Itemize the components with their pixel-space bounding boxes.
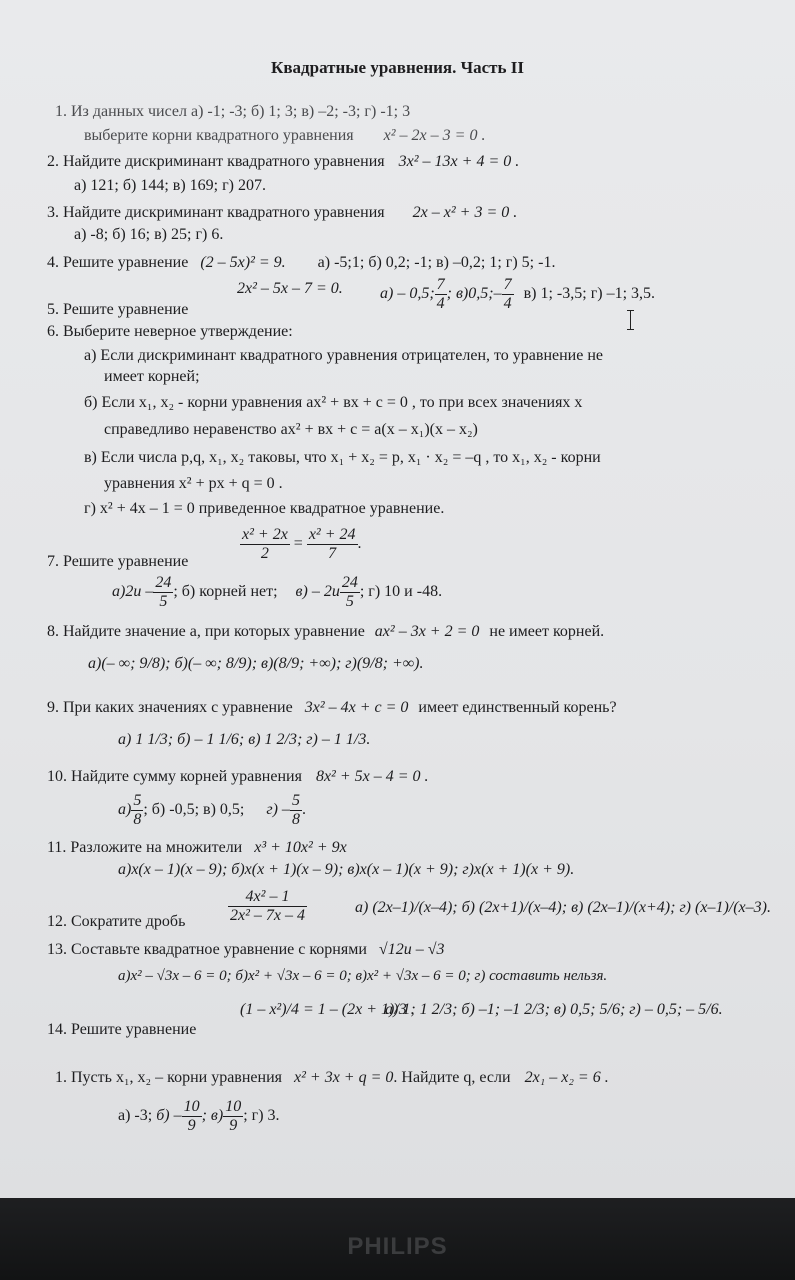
- question-6-option-c-line2: уравнения x² + px + q = 0 .: [104, 475, 283, 492]
- question-4-equation: (2 – 5x)² = 9.: [200, 254, 286, 271]
- question-4-text: 4. Решите уравнение: [47, 254, 189, 271]
- question-7-equation: $\frac{\text{x² + 2x}}{2}$ = $\frac{\text{x² + 24}}{7}$ .: [242, 526, 362, 562]
- page-title: Квадратные уравнения. Часть II: [271, 58, 524, 77]
- question-8-answers: а)(– ∞; 9/8); б)(– ∞; 8/9); в)(8/9; +∞); г)(9/8; +∞).: [88, 655, 424, 672]
- part2-question-1-option-c: ; в): [201, 1107, 224, 1125]
- question-9-line: [47, 698, 617, 718]
- question-11-expression: x³ + 10x² + 9x: [254, 839, 347, 856]
- question-11-text: 11. Разложите на множители: [47, 839, 243, 856]
- question-6-text: 6. Выберите неверное утверждение:: [47, 323, 293, 340]
- question-8-equation: ax² – 3x + 2 = 0: [374, 623, 480, 640]
- question-3-answers: а) -8; б) 16; в) 25; г) 6.: [74, 226, 224, 243]
- question-6-option-a-line2: имеет корней;: [104, 368, 200, 385]
- question-4-answers: а) -5;1; б) 0,2; -1; в) –0,2; 1; г) 5; -1.: [317, 254, 556, 271]
- question-13-text: 13. Составьте квадратное уравнение с корнями: [47, 941, 367, 958]
- question-14-equation: (1 – x²)/4 = 1 – (2x + 1)/3 .: [240, 1001, 415, 1018]
- question-11-line: [47, 838, 347, 858]
- question-8-tail: не имеет корней.: [489, 623, 605, 640]
- question-10-equation: 8x² + 5x – 4 = 0 .: [315, 768, 429, 785]
- question-2-line1: [47, 152, 519, 172]
- text-cursor-icon: [627, 310, 635, 330]
- question-10-option-d: г) –: [266, 801, 290, 819]
- question-7-text: 7. Решите уравнение: [47, 553, 189, 570]
- question-2-equation: 3x² – 13x + 4 = 0 .: [398, 153, 520, 170]
- question-10-text: 10. Найдите сумму корней уравнения: [47, 768, 302, 785]
- question-6-option-b-line2: справедливо неравенство ax² + вx + c = a(x – x₁)(x – x₂): [104, 421, 478, 438]
- question-10-answers: а) $\frac{5}{8}$ ; б) -0,5; в) 0,5; г) – $\frac{5}{8}$ .: [118, 792, 306, 828]
- question-13-line: [47, 940, 444, 960]
- question-12-answers: а) (2x–1)/(x–4); б) (2x+1)/(x–4); в) (2x–1)/(x+4); г) (x–1)/(x–3).: [355, 899, 771, 916]
- question-7-option-d: г) 10 и -48.: [368, 583, 443, 601]
- question-3-line1: [47, 203, 517, 223]
- question-5-fraction-1: $\frac{7}{4}$: [436, 276, 445, 312]
- question-6-option-d: г) x² + 4x – 1 = 0 приведенное квадратное уравнение.: [84, 500, 445, 517]
- question-1-line2: [84, 126, 485, 146]
- part2-question-1-answers: [118, 1098, 280, 1135]
- question-5-fraction-2: $\frac{7}{4}$: [503, 276, 512, 312]
- question-13-answers: а)x² – √3x – 6 = 0; б)x² + √3x – 6 = 0; в)x² + √3x – 6 = 0; г) составить нельзя.: [118, 968, 608, 984]
- question-1-line1: 1. Из данных чисел а) -1; -3; б) 1; 3; в) –2; -3; г) -1; 3: [55, 103, 411, 120]
- question-5-equation: 2x² – 5x – 7 = 0.: [237, 280, 343, 297]
- question-10-option-a: а): [118, 801, 132, 819]
- question-12-fraction: $\frac{\text{4x² – 1}}{\text{2x² – 7x – 4}}$: [230, 888, 305, 924]
- question-7-equals: =: [293, 535, 303, 553]
- question-7-answers: а)2и – $\frac{24}{5}$ ; б) корней нет; в) – 2и $\frac{24}{5}$ ; г) 10 и -48.: [112, 574, 443, 610]
- question-14-answers: а) 1; 1 2/3; б) –1; –1 2/3; в) 0,5; 5/6; г) – 0,5; – 5/6.: [385, 1001, 723, 1018]
- question-2-answers: а) 121; б) 144; в) 169; г) 207.: [74, 177, 267, 194]
- monitor-brand-logo: PHILIPS: [347, 1233, 448, 1260]
- question-10-options-bc: б) -0,5; в) 0,5;: [151, 801, 245, 819]
- part2-question-1-fraction-b: $\frac{10}{9}$: [183, 1098, 200, 1134]
- question-10-line: [47, 767, 429, 787]
- question-5-option-a: а) – 0,5;: [380, 285, 435, 303]
- part2-question-1-text: 1. Пусть x₁, x₂ – корни уравнения: [55, 1069, 282, 1086]
- question-5-option-b: ; в)0,5;–: [446, 285, 502, 303]
- question-3-text: 3. Найдите дискриминант квадратного уравнения: [47, 204, 385, 221]
- question-11-answers: а)x(x – 1)(x – 9); б)x(x + 1)(x – 9); в)x(x – 1)(x + 9); г)x(x + 1)(x + 9).: [118, 861, 575, 878]
- part2-question-1-option-d: ; г) 3.: [243, 1107, 280, 1125]
- question-7-fraction-c: $\frac{24}{5}$: [341, 574, 358, 610]
- question-8-line: [47, 622, 604, 642]
- question-9-text: 9. При каких значениях с уравнение: [47, 699, 293, 716]
- question-7-option-b: б) корней нет;: [181, 583, 278, 601]
- question-9-answers: а) 1 1/3; б) – 1 1/6; в) 1 2/3; г) – 1 1/3.: [118, 731, 371, 748]
- question-6-option-a-line1: а) Если дискриминант квадратного уравнения отрицателен, то уравнение не: [84, 347, 603, 364]
- part2-question-1-fraction-c: $\frac{10}{9}$: [225, 1098, 242, 1134]
- question-14-text: 14. Решите уравнение: [47, 1021, 197, 1038]
- question-5-options-rest: в) 1; -3,5; г) –1; 3,5.: [523, 285, 656, 303]
- question-7-option-c: в) – 2и: [295, 583, 340, 601]
- question-1-equation: x² – 2x – 3 = 0 .: [383, 127, 486, 144]
- question-7-fraction-left: $\frac{\text{x² + 2x}}{2}$: [242, 526, 288, 562]
- question-7-option-a: а)2и –: [112, 583, 154, 601]
- part2-question-1-condition: 2x₁ – x₂ = 6 .: [524, 1069, 609, 1086]
- question-10-fraction-a: $\frac{5}{8}$: [133, 792, 142, 828]
- question-7-fraction-a: $\frac{24}{5}$: [155, 574, 172, 610]
- question-5-answers: [380, 276, 655, 313]
- part2-question-1-equation: x² + 3x + q = 0: [294, 1069, 394, 1086]
- question-6-option-b-line1: б) Если x₁, x₂ - корни уравнения ax² + вx + c = 0 , то при всех значениях х: [84, 394, 583, 411]
- question-7-fraction-right: $\frac{\text{x² + 24}}{7}$: [308, 526, 356, 562]
- question-3-equation: 2x – x² + 3 = 0 .: [412, 204, 518, 221]
- part2-question-1-option-b: б) –: [156, 1107, 182, 1125]
- question-1-text: выберите корни квадратного уравнения: [84, 127, 354, 144]
- question-8-text: 8. Найдите значение а, при которых уравнение: [47, 623, 365, 640]
- question-9-equation: 3x² – 4x + c = 0: [304, 699, 409, 716]
- question-12-text: 12. Сократите дробь: [47, 913, 186, 930]
- question-2-text: 2. Найдите дискриминант квадратного уравнения: [47, 153, 385, 170]
- question-4-line: [47, 253, 555, 273]
- question-10-fraction-d: $\frac{5}{8}$: [291, 792, 300, 828]
- part2-question-1-tail: . Найдите q, если: [393, 1069, 511, 1086]
- question-5-text: 5. Решите уравнение: [47, 301, 189, 318]
- question-13-roots: √12и – √3: [378, 941, 445, 958]
- part2-question-1-line: [55, 1068, 609, 1088]
- question-6-option-c-line1: в) Если числа p,q, x₁, x₂ таковы, что x₁ + x₂ = p, x₁ · x₂ = –q , то x₁, x₂ - корни: [84, 449, 601, 466]
- part2-question-1-option-a: а) -3;: [118, 1107, 153, 1125]
- question-9-tail: имеет единственный корень?: [418, 699, 617, 716]
